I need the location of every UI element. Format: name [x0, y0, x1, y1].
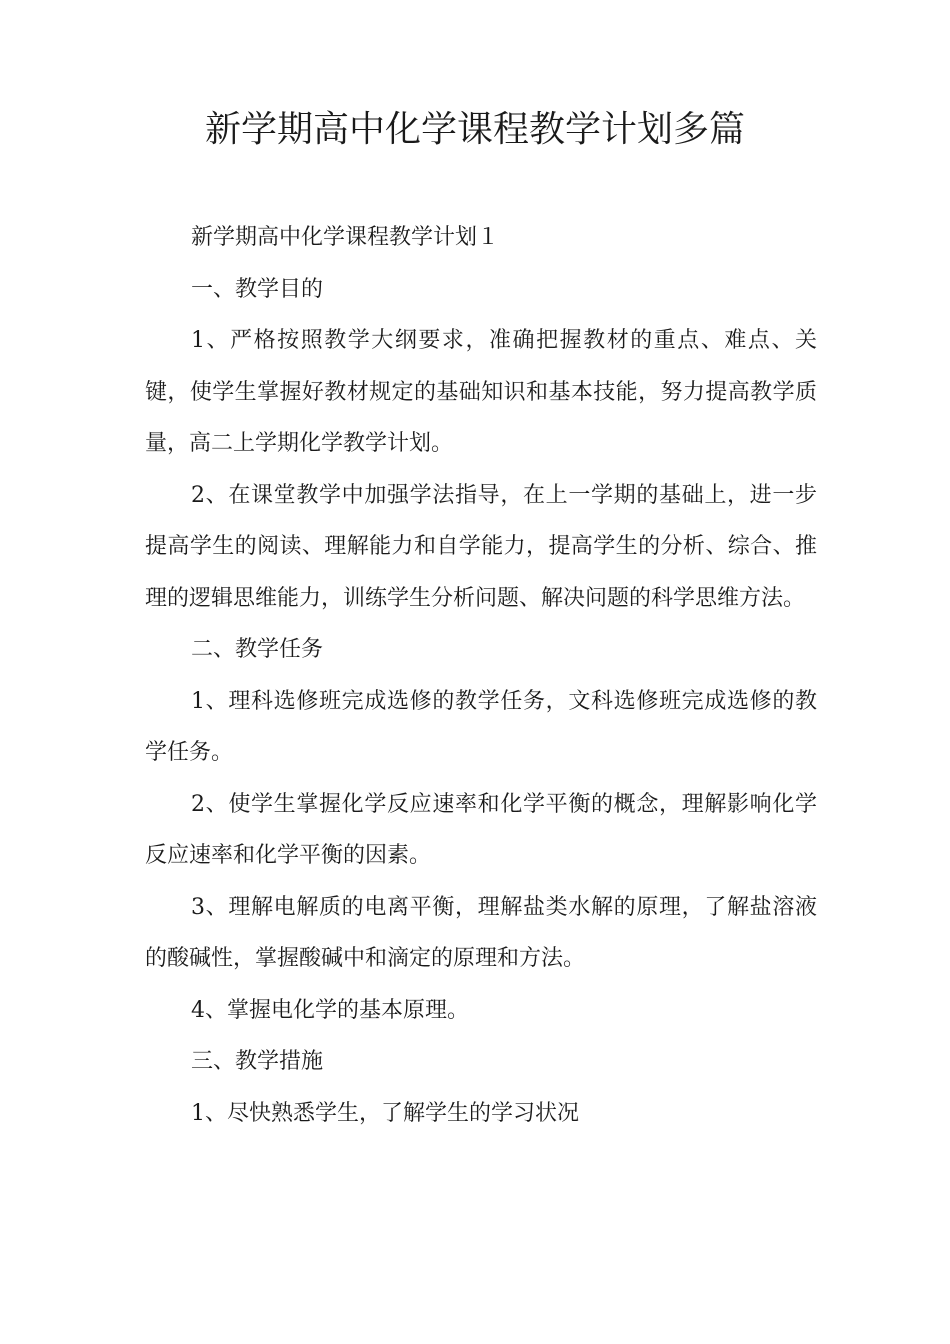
paragraph-measure-1: 1、尽快熟悉学生，了解学生的学习状况	[191, 1100, 579, 1126]
paragraph-task-1: 1、理科选修班完成选修的教学任务，文科选修班完成选修的教学任务。	[145, 688, 817, 765]
paragraph-task-4: 4、掌握电化学的基本原理。	[191, 997, 469, 1023]
paragraph-goal-2: 2、在课堂教学中加强学法指导，在上一学期的基础上，进一步提高学生的阅读、理解能力和自学能力，提高学生的分析、综合、推理的逻辑思维能力，训练学生分析问题、解决问题的科学思维方法。	[145, 482, 817, 611]
section-heading-tasks: 二、教学任务	[191, 637, 324, 662]
section-heading-measures: 三、教学措施	[191, 1049, 324, 1074]
document-body	[145, 212, 817, 1139]
paragraph-goal-1: 1、严格按照教学大纲要求，准确把握教材的重点、难点、关键，使学生掌握好教材规定的基础知识和基本技能，努力提高教学质量，高二上学期化学教学计划。	[145, 328, 817, 456]
paragraph-task-3: 3、理解电解质的电离平衡，理解盐类水解的原理，了解盐溶液的酸碱性，掌握酸碱中和滴定的原理和方法。	[145, 894, 817, 971]
section-heading-goals: 一、教学目的	[191, 276, 324, 302]
paragraph-task-2: 2、使学生掌握化学反应速率和化学平衡的概念，理解影响化学反应速率和化学平衡的因素。	[145, 791, 817, 868]
document-title: 新学期高中化学课程教学计划多篇	[204, 109, 745, 150]
section-heading-plan-1: 新学期高中化学课程教学计划１	[191, 225, 500, 250]
